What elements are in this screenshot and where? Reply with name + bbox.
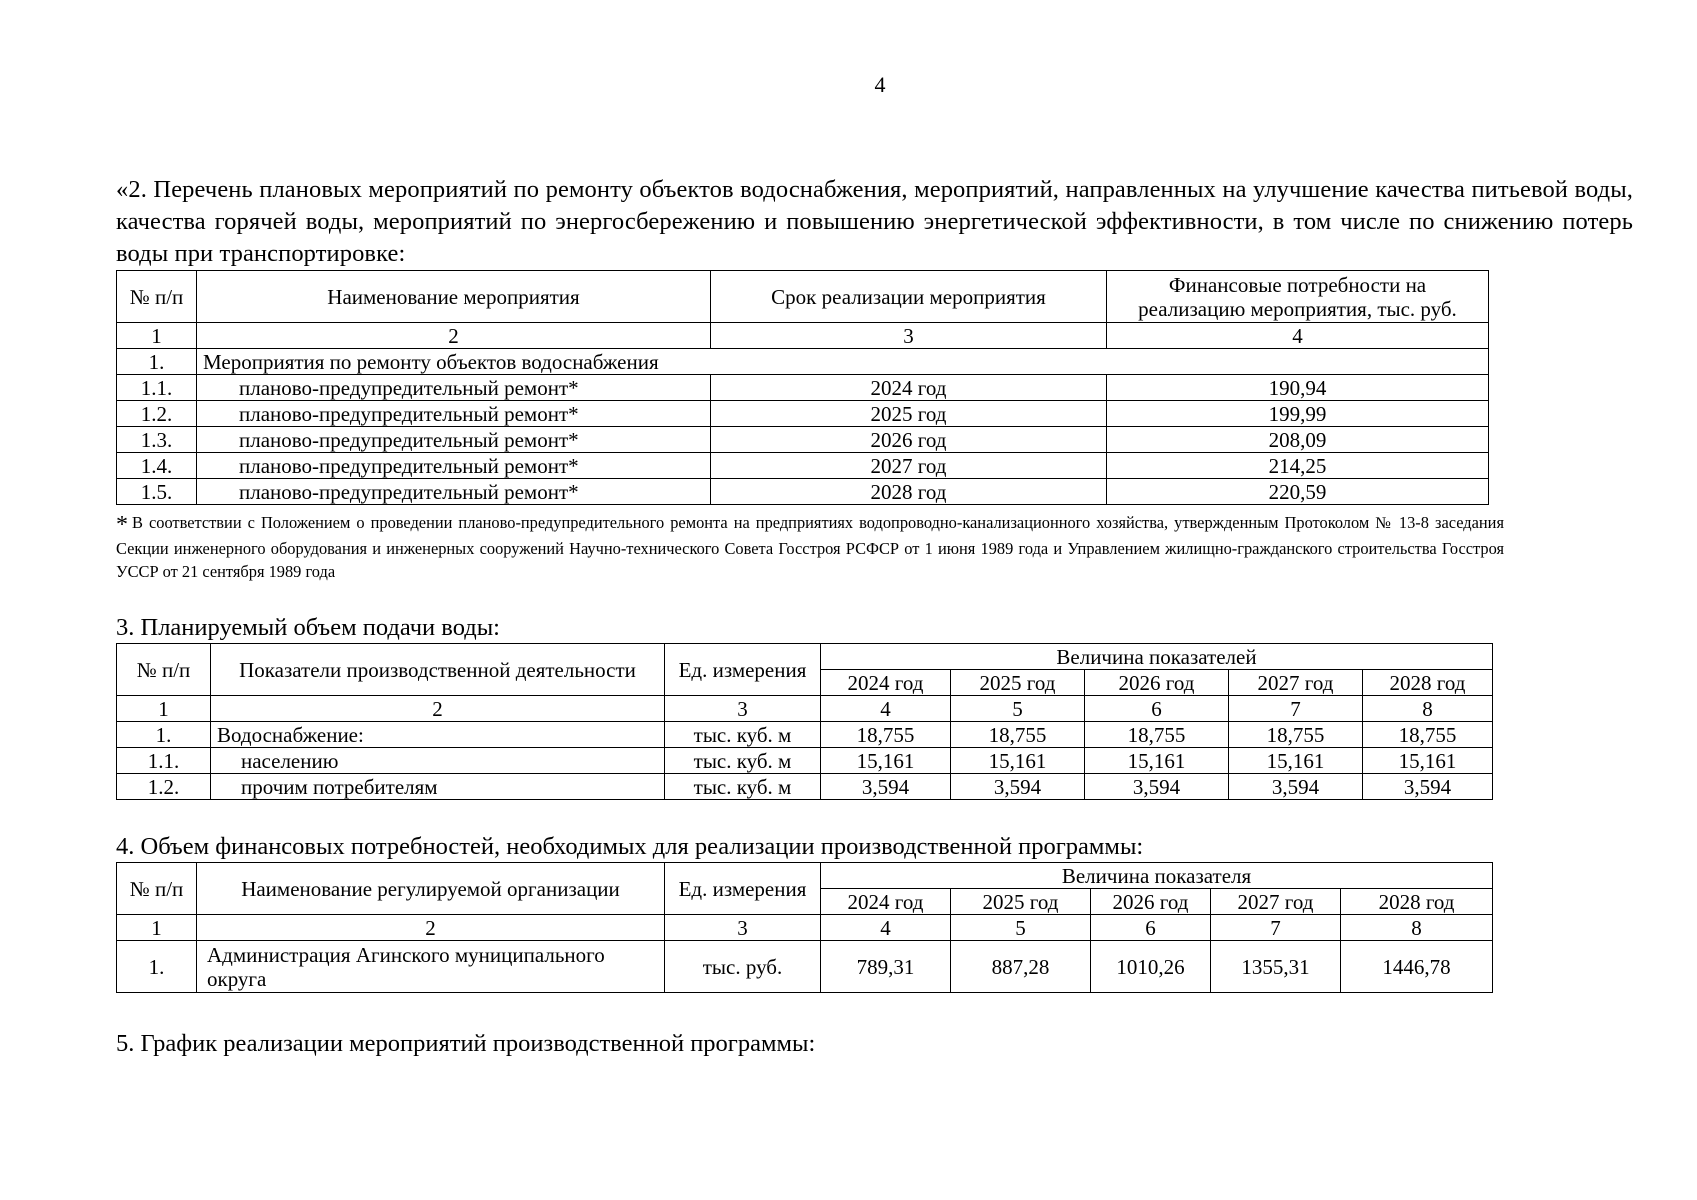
value-cell: 15,161 [1085, 748, 1229, 774]
col-number: 2 [197, 323, 711, 349]
value-cell: 15,161 [951, 748, 1085, 774]
footnote-text: В соответствии с Положением о проведении планово-предупредительного ремонта на предприятиях водопроводно-канализационного хозяйства, утвержденным Протоколом № 13-8 заседания Секции инженерного оборудования и инженерных сооружений Научно-технического Совета Госстроя РСФСР от 1 июня 1989 года и Управлением жилищно-гражданского строительства Госстроя УССР от 21 сентября 1989 года [116, 513, 1504, 581]
measure-name: планово-предупредительный ремонт* [197, 375, 711, 401]
measure-period: 2028 год [711, 479, 1107, 505]
header-values-group: Величина показателей [821, 644, 1493, 670]
row-num: 1.1. [117, 375, 197, 401]
row-num: 1. [117, 722, 211, 748]
header-year: 2026 год [1085, 670, 1229, 696]
table-row [117, 375, 1489, 401]
header-year: 2025 год [951, 889, 1091, 915]
col-number: 4 [821, 915, 951, 941]
indicator-name: прочим потребителям [211, 774, 665, 800]
header-year: 2024 год [821, 889, 951, 915]
value-cell: 15,161 [1229, 748, 1363, 774]
value-cell: 18,755 [1363, 722, 1493, 748]
header-organization: Наименование регулируемой организации [197, 863, 665, 915]
row-num: 1.2. [117, 401, 197, 427]
value-cell: 1010,26 [1091, 941, 1211, 993]
unit: тыс. куб. м [665, 722, 821, 748]
header-year: 2027 год [1211, 889, 1341, 915]
value-cell: 887,28 [951, 941, 1091, 993]
table-row [117, 774, 1493, 800]
header-financial-needs: Финансовые потребности на реализацию мероприятия, тыс. руб. [1107, 271, 1489, 323]
header-year: 2025 год [951, 670, 1085, 696]
measure-amount: 220,59 [1107, 479, 1489, 505]
value-cell: 789,31 [821, 941, 951, 993]
group-name: Мероприятия по ремонту объектов водоснабжения [197, 349, 1489, 375]
table-row [117, 479, 1489, 505]
col-number: 4 [821, 696, 951, 722]
value-cell: 18,755 [1085, 722, 1229, 748]
header-year: 2026 год [1091, 889, 1211, 915]
measure-name: планово-предупредительный ремонт* [197, 401, 711, 427]
col-number: 2 [211, 696, 665, 722]
document-body [116, 174, 1633, 1059]
measure-amount: 199,99 [1107, 401, 1489, 427]
col-number: 3 [665, 696, 821, 722]
repair-measures-table [116, 270, 1489, 505]
measure-name: планово-предупредительный ремонт* [197, 479, 711, 505]
header-num: № п/п [117, 644, 211, 696]
header-unit: Ед. измерения [665, 644, 821, 696]
measure-amount: 190,94 [1107, 375, 1489, 401]
col-number: 3 [711, 323, 1107, 349]
col-number: 3 [665, 915, 821, 941]
row-num: 1.3. [117, 427, 197, 453]
indicator-name: Водоснабжение: [211, 722, 665, 748]
col-number: 5 [951, 915, 1091, 941]
table-row [117, 453, 1489, 479]
header-values-group: Величина показателя [821, 863, 1493, 889]
col-number: 7 [1211, 915, 1341, 941]
measure-amount: 208,09 [1107, 427, 1489, 453]
header-num: № п/п [117, 271, 197, 323]
measure-period: 2024 год [711, 375, 1107, 401]
measure-name: планово-предупредительный ремонт* [197, 427, 711, 453]
section2-title: «2. Перечень плановых мероприятий по ремонту объектов водоснабжения, мероприятий, направленных на улучшение качества питьевой воды, качества горячей воды, мероприятий по энергосбережению и повышению энергетической эффективности, в том числе по снижению потерь воды при транспортировке: [116, 176, 1633, 267]
header-measure-name: Наименование мероприятия [197, 271, 711, 323]
header-year: 2027 год [1229, 670, 1363, 696]
col-number: 5 [951, 696, 1085, 722]
col-number: 7 [1229, 696, 1363, 722]
unit: тыс. руб. [665, 941, 821, 993]
row-num: 1.1. [117, 748, 211, 774]
measure-amount: 214,25 [1107, 453, 1489, 479]
row-num: 1. [117, 941, 197, 993]
row-num: 1. [117, 349, 197, 375]
value-cell: 15,161 [1363, 748, 1493, 774]
unit: тыс. куб. м [665, 748, 821, 774]
value-cell: 15,161 [821, 748, 951, 774]
group-row [117, 349, 1489, 375]
financial-needs-table [116, 862, 1493, 993]
value-cell: 1355,31 [1211, 941, 1341, 993]
col-number: 1 [117, 323, 197, 349]
col-number: 2 [197, 915, 665, 941]
value-cell: 1446,78 [1341, 941, 1493, 993]
header-unit: Ед. измерения [665, 863, 821, 915]
row-num: 1.2. [117, 774, 211, 800]
col-number: 1 [117, 696, 211, 722]
value-cell: 18,755 [821, 722, 951, 748]
value-cell: 18,755 [1229, 722, 1363, 748]
unit: тыс. куб. м [665, 774, 821, 800]
page-number: 4 [874, 72, 886, 97]
measure-period: 2027 год [711, 453, 1107, 479]
header-period: Срок реализации мероприятия [711, 271, 1107, 323]
col-number: 6 [1091, 915, 1211, 941]
header-num: № п/п [117, 863, 197, 915]
indicator-name: населению [211, 748, 665, 774]
table-row [117, 748, 1493, 774]
table-row [117, 427, 1489, 453]
measure-name: планово-предупредительный ремонт* [197, 453, 711, 479]
organization-name: Администрация Агинского муниципального округа [197, 941, 665, 993]
footnote [116, 511, 1504, 583]
value-cell: 18,755 [951, 722, 1085, 748]
col-number: 6 [1085, 696, 1229, 722]
measure-period: 2026 год [711, 427, 1107, 453]
col-number: 8 [1363, 696, 1493, 722]
table-row [117, 722, 1493, 748]
section4-title: 4. Объем финансовых потребностей, необходимых для реализации производственной программы: [116, 833, 1144, 860]
table-row [117, 401, 1489, 427]
header-year: 2028 год [1363, 670, 1493, 696]
col-number: 8 [1341, 915, 1493, 941]
value-cell: 3,594 [821, 774, 951, 800]
row-num: 1.4. [117, 453, 197, 479]
header-indicator: Показатели производственной деятельности [211, 644, 665, 696]
table-row [117, 941, 1493, 993]
value-cell: 3,594 [1363, 774, 1493, 800]
value-cell: 3,594 [1229, 774, 1363, 800]
section5-title: 5. График реализации мероприятий производственной программы: [116, 1030, 816, 1057]
measure-period: 2025 год [711, 401, 1107, 427]
section3-title: 3. Планируемый объем подачи воды: [116, 614, 500, 641]
header-year: 2028 год [1341, 889, 1493, 915]
footnote-star: * [116, 512, 128, 538]
row-num: 1.5. [117, 479, 197, 505]
col-number: 1 [117, 915, 197, 941]
water-supply-table [116, 643, 1493, 800]
header-year: 2024 год [821, 670, 951, 696]
value-cell: 3,594 [1085, 774, 1229, 800]
value-cell: 3,594 [951, 774, 1085, 800]
col-number: 4 [1107, 323, 1489, 349]
